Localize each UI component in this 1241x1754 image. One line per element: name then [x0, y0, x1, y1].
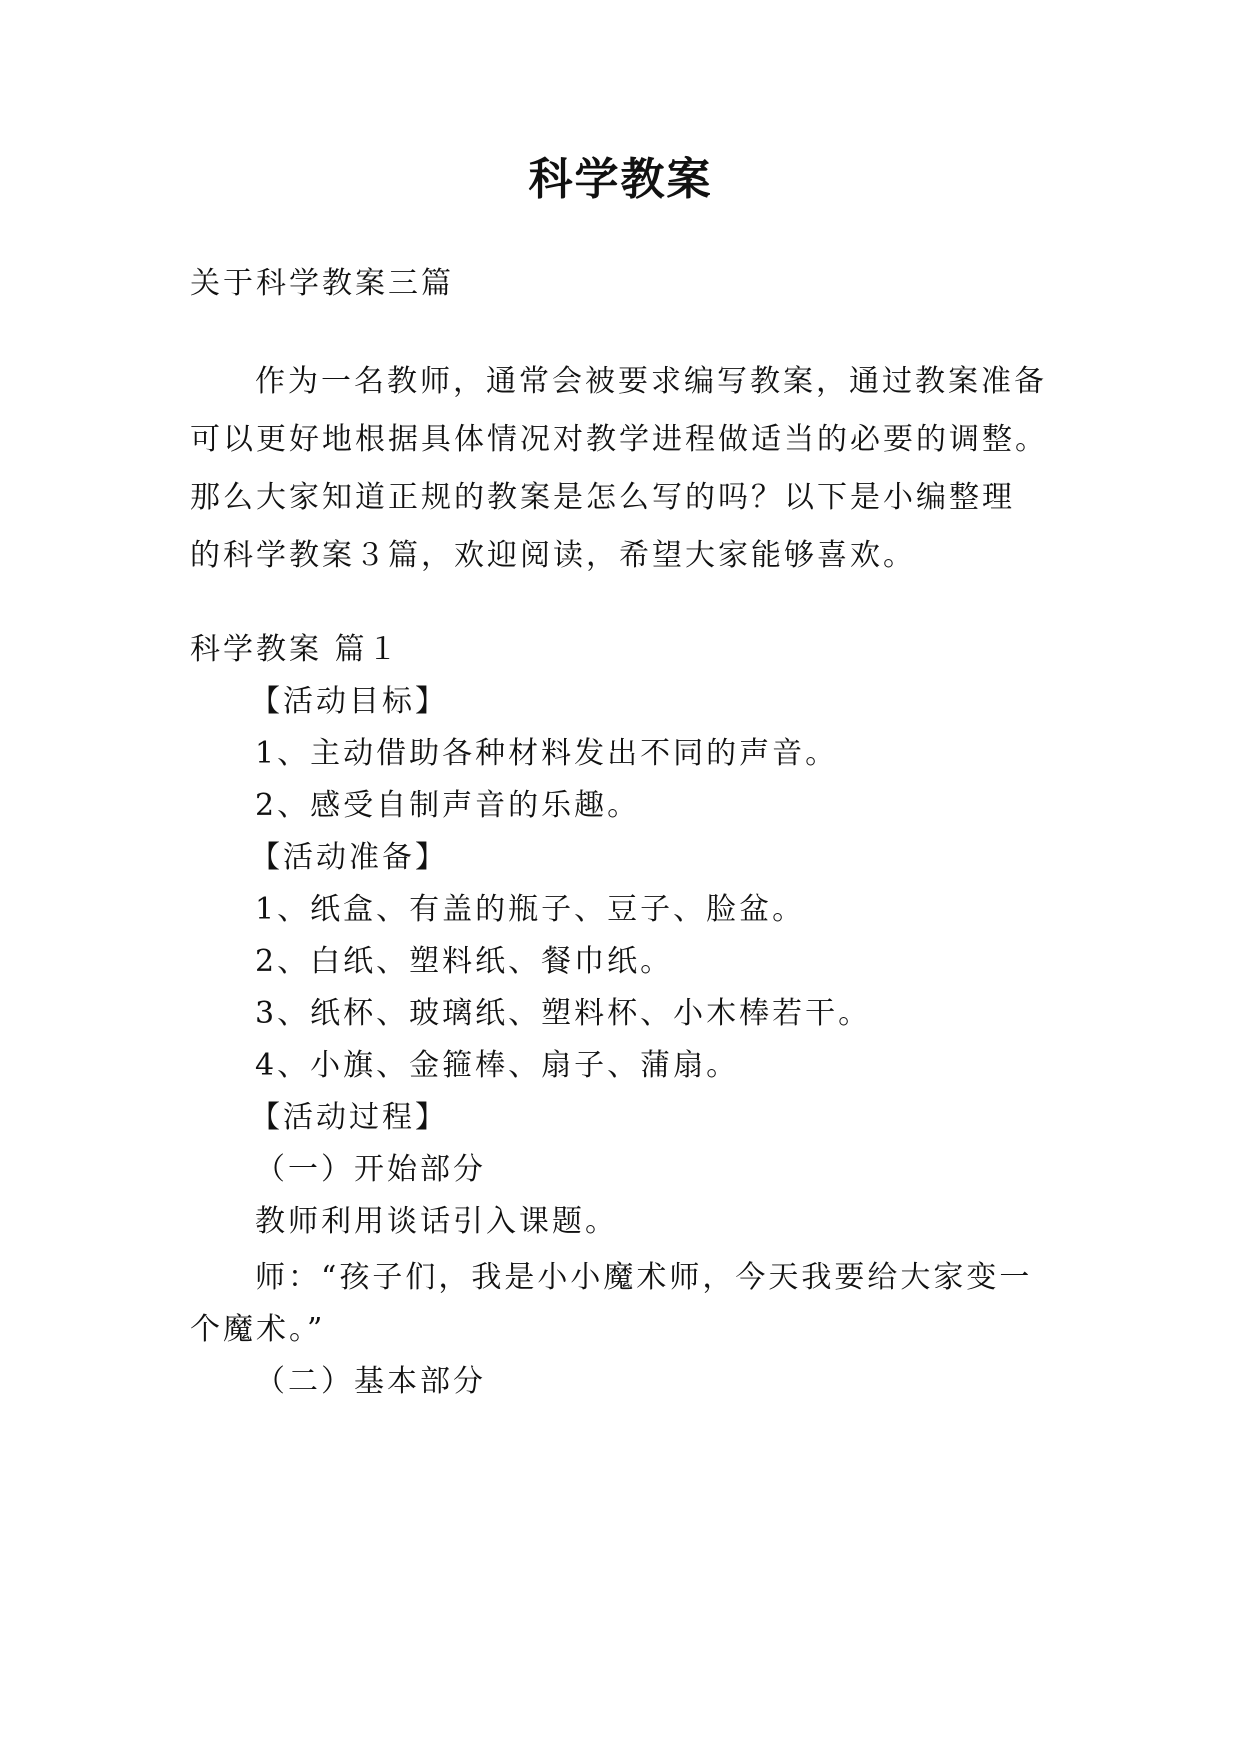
document-title: 科学教案 [528, 154, 713, 205]
quote-line-2: 个魔术。” [190, 1312, 326, 1347]
process-heading: 【活动过程】 [250, 1100, 448, 1135]
document-subtitle: 关于科学教案三篇 [190, 266, 454, 301]
goals-heading: 【活动目标】 [250, 684, 448, 719]
intro-line-1: 作为一名教师，通常会被要求编写教案，通过教案准备 [255, 364, 1047, 399]
intro-line-4: 的科学教案３篇，欢迎阅读，希望大家能够喜欢。 [190, 538, 916, 573]
part-heading: （二）基本部分 [255, 1364, 486, 1399]
goal-item: 1、主动借助各种材料发出不同的声音。 [255, 736, 839, 771]
intro-line-2: 可以更好地根据具体情况对教学进程做适当的必要的调整。 [190, 422, 1048, 457]
goal-item: 2、感受自制声音的乐趣。 [255, 788, 641, 823]
part-heading: （一）开始部分 [255, 1152, 486, 1187]
paragraph: 教师利用谈话引入课题。 [255, 1204, 618, 1239]
prep-item: 2、白纸、塑料纸、餐巾纸。 [255, 944, 674, 979]
prep-item: 3、纸杯、玻璃纸、塑料杯、小木棒若干。 [255, 996, 872, 1031]
prep-item: 1、纸盒、有盖的瓶子、豆子、脸盆。 [255, 892, 806, 927]
prep-item: 4、小旗、金箍棒、扇子、蒲扇。 [255, 1048, 740, 1083]
prep-heading: 【活动准备】 [250, 840, 448, 875]
section-heading: 科学教案 篇１ [190, 632, 401, 667]
intro-line-3: 那么大家知道正规的教案是怎么写的吗？以下是小编整理 [190, 480, 1015, 515]
quote-line-1: 师：“孩子们，我是小小魔术师，今天我要给大家变一 [255, 1260, 1033, 1295]
